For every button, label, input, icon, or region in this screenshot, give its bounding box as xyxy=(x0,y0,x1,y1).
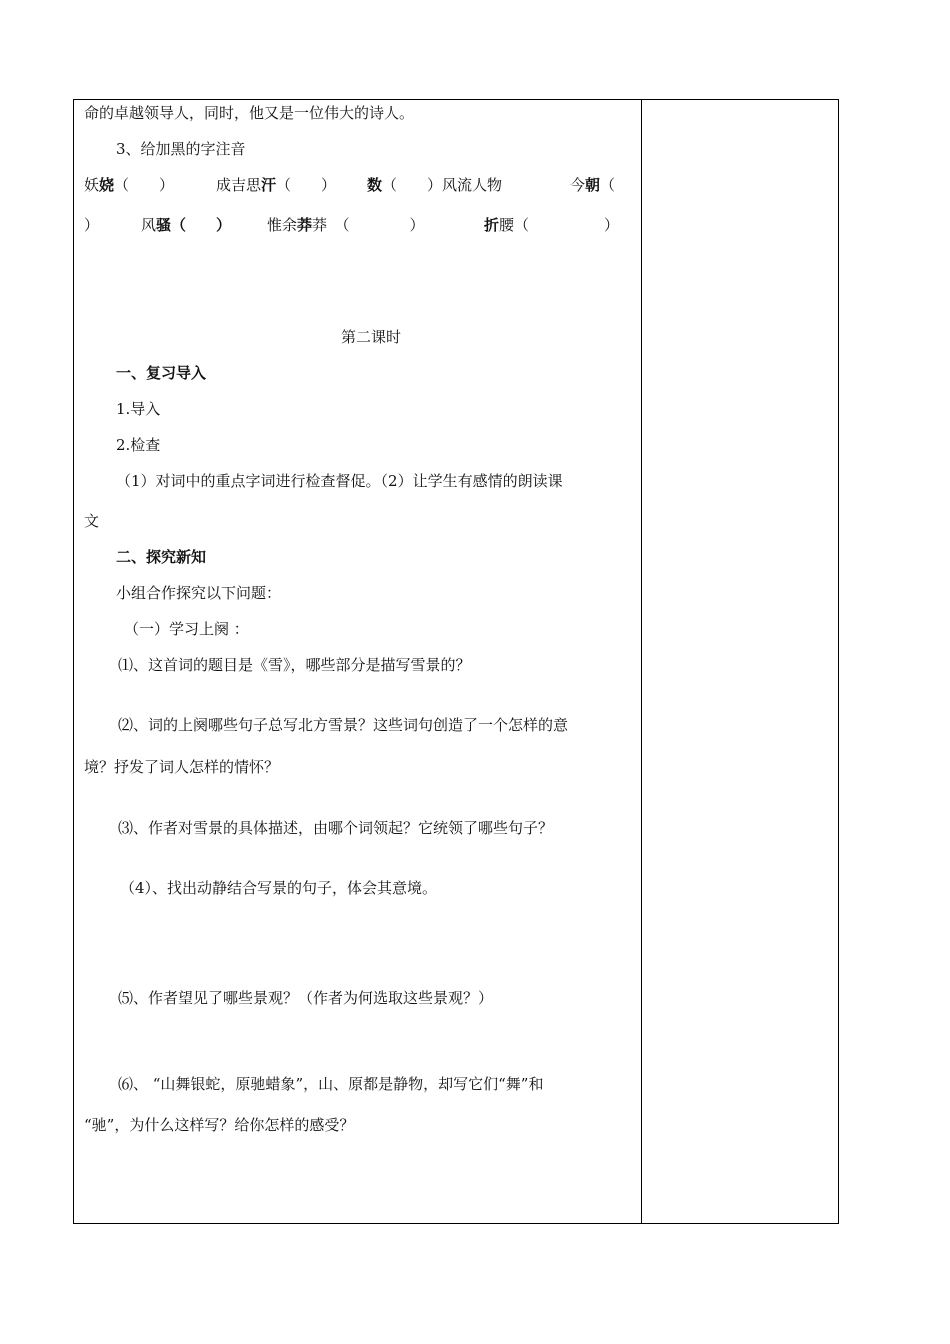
question-6: ⑹、 “山舞银蛇，原驰蜡象”，山、原都是静物，却写它们“舞”和 xyxy=(118,1075,544,1093)
pinyin-item-2: 成吉思汗（ ） xyxy=(216,176,337,194)
question-4: （4）、找出动静结合写景的句子，体会其意境。 xyxy=(120,879,438,897)
pinyin-item-4: 今朝（ xyxy=(570,176,616,194)
intro-line: 命的卓越领导人，同时，他又是一位伟大的诗人。 xyxy=(84,104,415,122)
part-one-label: （一）学习上阕 ： xyxy=(124,620,249,638)
check-detail: （1）对词中的重点字词进行检查督促。（2）让学生有感情的朗读课 xyxy=(116,472,563,490)
pinyin-item-1: 妖娆（ ） xyxy=(84,176,175,194)
pinyin-item-4-close: ） xyxy=(84,216,100,234)
group-task: 小组合作探究以下问题： xyxy=(116,584,282,602)
question-2-cont: 境？抒发了词人怎样的情怀？ xyxy=(84,758,280,776)
step-intro: 1.导入 xyxy=(116,400,161,418)
question-6-cont: “驰”，为什么这样写？给你怎样的感受？ xyxy=(84,1116,355,1134)
pinyin-item-5: 风骚（ ） xyxy=(141,216,232,234)
pinyin-item-7: 折腰（ ） xyxy=(484,216,620,234)
pinyin-item-3: 数（ ）风流人物 xyxy=(367,176,503,194)
question-1: ⑴、这首词的题目是《雪》，哪些部分是描写雪景的？ xyxy=(118,656,471,674)
pinyin-task: 3、给加黑的字注音 xyxy=(116,140,246,158)
step-check: 2.检查 xyxy=(116,436,161,454)
column-divider xyxy=(641,99,642,1224)
session-title: 第二课时 xyxy=(341,328,402,346)
question-3: ⑶、作者对雪景的具体描述，由哪个词领起？它统领了哪些句子？ xyxy=(118,819,554,837)
question-2: ⑵、词的上阕哪些句子总写北方雪景？这些词句创造了一个怎样的意 xyxy=(118,716,569,734)
section-heading-explore: 二、探究新知 xyxy=(116,548,207,566)
pinyin-item-6: 惟余莽莽 （ ） xyxy=(267,216,425,234)
question-5: ⑸、作者望见了哪些景观？（作者为何选取这些景观？） xyxy=(118,989,494,1007)
section-heading-review: 一、复习导入 xyxy=(116,364,207,382)
check-detail-cont: 文 xyxy=(84,512,100,530)
